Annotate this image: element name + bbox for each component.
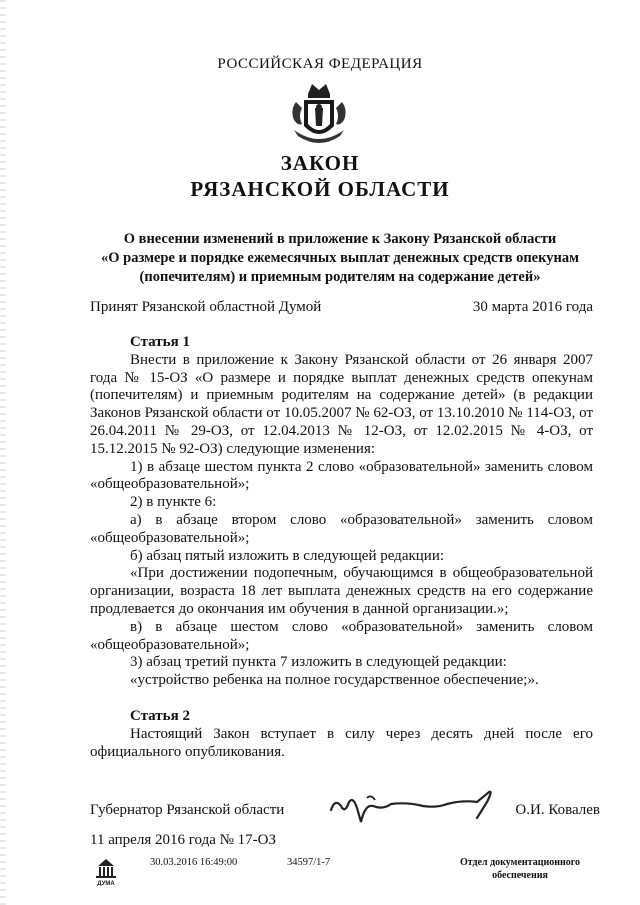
article1-item2a: а) в абзаце втором слово «образовательной» заменить словом «общеобразовательной»; xyxy=(90,511,593,546)
scan-edge xyxy=(0,0,6,905)
department-line: Отдел документационного xyxy=(459,857,581,868)
registration-code: 34597/1-7 xyxy=(287,857,331,868)
article1-item2: 2) в пункте 6: xyxy=(130,494,217,511)
subject-line: «О размере и порядке ежемесячных выплат денежных средств опекунам xyxy=(100,250,579,266)
spacer xyxy=(90,690,593,708)
duma-logo-text: ДУМА xyxy=(97,881,115,886)
department-stamp xyxy=(440,856,600,882)
article1-item2b: б) абзац пятый изложить в следующей редакции: xyxy=(130,547,445,564)
law-body xyxy=(90,334,593,761)
governor-name: О.И. Ковалев xyxy=(515,802,600,818)
law-subject xyxy=(80,230,600,287)
duma-logo-icon xyxy=(92,856,120,886)
article2-text: Настоящий Закон вступает в силу через десять дней после его официального опубликования. xyxy=(90,725,593,760)
subject-line: О внесении изменений в приложение к Закону Рязанской области xyxy=(123,231,557,247)
article1-title: Статья 1 xyxy=(130,334,190,350)
adopted-by: Принят Рязанской областной Думой xyxy=(90,299,322,315)
law-title-line1: ЗАКОН xyxy=(280,151,360,175)
article2-title: Статья 2 xyxy=(130,707,190,724)
department-line: обеспечения xyxy=(492,870,548,881)
adoption-date: 30 марта 2016 года xyxy=(472,299,593,315)
adoption-line xyxy=(90,299,593,316)
handwritten-signature xyxy=(327,788,497,828)
country-heading: РОССИЙСКАЯ ФЕДЕРАЦИЯ xyxy=(217,56,423,72)
article1-item1: 1) в абзаце шестом пункта 2 слово «образовательной» заменить словом «общеобразовательной»; xyxy=(90,458,593,493)
law-title xyxy=(0,150,640,202)
article1-item2b-text: «При достижении подопечным, обучающимся в общеобразовательной организации, возраста 18 лет выплата денежных средств на его содержание продлевается до окончания им обучения в данной организации.»; xyxy=(90,565,593,617)
governor-title: Губернатор Рязанской области xyxy=(90,802,285,818)
law-date-number: 11 апреля 2016 года № 17-ОЗ xyxy=(90,832,277,848)
subject-line: (попечителям) и приемным родителям на содержание детей» xyxy=(139,269,541,285)
law-title-line2: РЯЗАНСКОЙ ОБЛАСТИ xyxy=(190,177,450,201)
article1-item3: 3) абзац третий пункта 7 изложить в следующей редакции: xyxy=(130,654,507,671)
article1-item3-text: «устройство ребенка на полное государственное обеспечение;». xyxy=(130,672,539,689)
coat-of-arms-icon xyxy=(286,80,352,150)
article1-intro: Внести в приложение к Закону Рязанской области от 26 января 2007 года № 15-ОЗ «О размере и порядке выплат денежных средств опекунам (попечителям) и приемным родителям на содержание детей» (в редакции Законов Рязанской области от 10.05.2007 № 62-ОЗ, от 13.10.2010 № 114-ОЗ, от 26.04.2011 № 29-ОЗ, от 12.04.2013 № 12-ОЗ, от 12.02.2015 № 4-ОЗ, от 15.12.2015 № 92-ОЗ) следующие изменения: xyxy=(90,351,593,457)
registration-timestamp: 30.03.2016 16:49:00 xyxy=(150,857,238,868)
article1-item2c: в) в абзаце шестом слово «образовательной» заменить словом «общеобразовательной»; xyxy=(90,618,593,653)
